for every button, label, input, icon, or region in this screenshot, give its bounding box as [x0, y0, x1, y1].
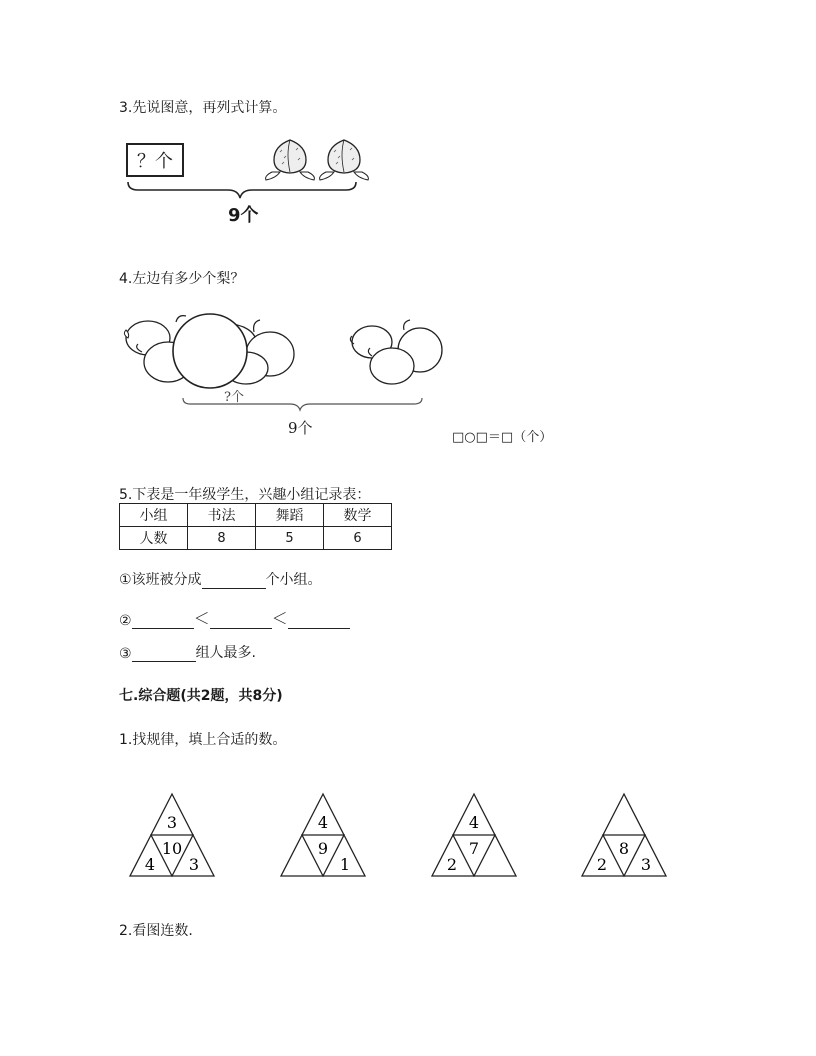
- triangle-left-number: 4: [144, 855, 156, 874]
- triangle-center-number: 7: [468, 839, 480, 858]
- q5-sub1-prefix: ①该班被分成: [119, 572, 202, 588]
- peach-icon: [320, 140, 369, 180]
- triangle-right-number: 3: [640, 855, 652, 874]
- triangle-left-number: 2: [596, 855, 608, 874]
- triangle-top-number: 4: [468, 813, 480, 832]
- table-header-cell: 舞蹈: [256, 504, 324, 527]
- answer-blank[interactable]: [132, 614, 194, 629]
- table-row-label: 人数: [120, 527, 188, 550]
- table-cell: 6: [324, 527, 392, 550]
- less-than-sign: ＜: [193, 609, 210, 628]
- q3-peaches-icon: [262, 136, 370, 182]
- q4-total-brace: [180, 396, 426, 412]
- q5-sub2-prefix: ②: [119, 613, 132, 629]
- peach-icon: [266, 140, 315, 180]
- triangle-top-number: 4: [317, 813, 329, 832]
- table-row: [120, 527, 392, 550]
- table-header-cell: 数学: [324, 504, 392, 527]
- q5-sub1: [119, 569, 322, 589]
- q4-unknown-label: ?个: [224, 390, 244, 405]
- triangle-top-number: 3: [166, 813, 178, 832]
- answer-blank[interactable]: [202, 574, 266, 589]
- q4-right-pears-icon: [346, 316, 446, 390]
- q5-sub3-suffix: 组人最多.: [195, 645, 257, 661]
- q5-record-table: [119, 503, 392, 550]
- triangle-left-number: 2: [446, 855, 458, 874]
- triangle-center-number: 9: [317, 839, 329, 858]
- q3-total-brace: [124, 180, 360, 200]
- table-header-row: [120, 504, 392, 527]
- table-header-cell: 书法: [188, 504, 256, 527]
- number-triangle: [277, 790, 369, 882]
- triangle-right-number: 1: [339, 855, 351, 874]
- table-cell: 5: [256, 527, 324, 550]
- q3-title: 3.先说图意，再列式计算。: [119, 100, 287, 116]
- table-header-cell: 小组: [120, 504, 188, 527]
- q5-sub1-suffix: 个小组。: [265, 572, 322, 588]
- q5-title: 5.下表是一年级学生，兴趣小组记录表：: [119, 487, 371, 503]
- q5-sub3: [119, 642, 256, 662]
- q5-sub2: [119, 606, 350, 629]
- triangle-center-number: 10: [161, 839, 183, 858]
- q4-cover-circle: [173, 314, 247, 388]
- s7-q1-title: 1.找规律，填上合适的数。: [119, 732, 287, 748]
- q4-left-pears-icon: [118, 312, 308, 392]
- q5-sub3-prefix: ③: [119, 646, 132, 662]
- triangle-right-number: 3: [188, 855, 200, 874]
- q4-title: 4.左边有多少个梨？: [119, 271, 245, 287]
- triangle-center-number: 8: [618, 839, 630, 858]
- s7-q2-title: 2.看图连数.: [119, 923, 193, 939]
- table-cell: 8: [188, 527, 256, 550]
- less-than-sign: ＜: [271, 609, 288, 628]
- q4-total-label: 9个: [288, 419, 313, 437]
- q4-equation: □○□＝□（个）: [452, 430, 553, 445]
- number-triangle: [428, 790, 520, 882]
- q3-unknown-box: [126, 143, 184, 177]
- number-triangle: [126, 790, 218, 882]
- answer-blank[interactable]: [132, 647, 196, 662]
- number-triangle: [578, 790, 670, 882]
- q3-unknown-label: ？个: [137, 151, 173, 172]
- section-heading: 七.综合题(共2题，共8分): [119, 688, 283, 704]
- answer-blank[interactable]: [288, 614, 350, 629]
- q3-total-label: 9个: [228, 205, 259, 226]
- answer-blank[interactable]: [210, 614, 272, 629]
